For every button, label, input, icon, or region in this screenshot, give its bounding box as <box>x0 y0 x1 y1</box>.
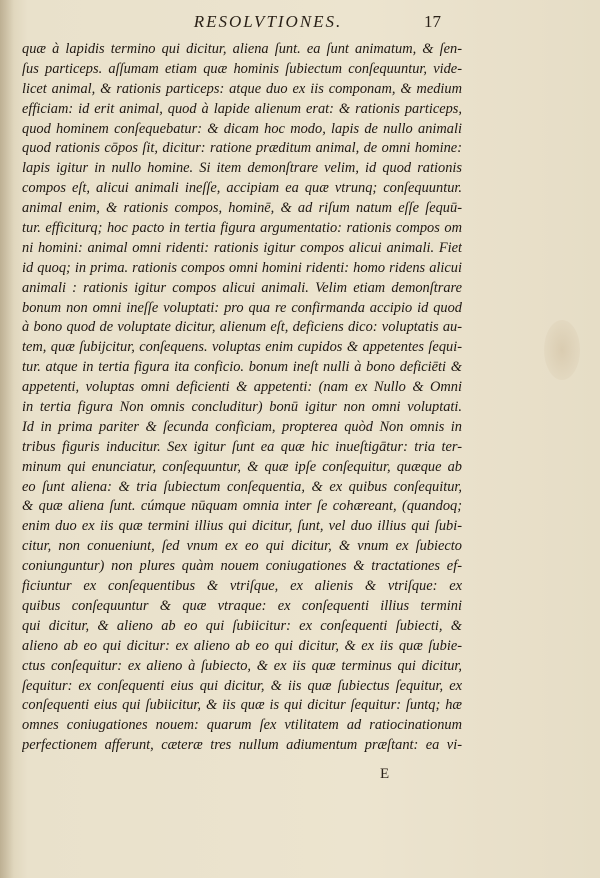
text-line: tribus figuris inducitur. Sex igitur ſunt ea quæ hic inueſtigātur: tria ter- <box>22 438 462 455</box>
text-line: coniunguntur) non plures quàm nouem coniugationes & tractationes ef- <box>22 558 462 575</box>
text-line: conſequenti eius qui ſubiicitur, & iis quæ is qui dicitur ſequitur: ſuntq; hæ <box>22 697 462 714</box>
text-line: bonum non omni ineſſe voluptati: pro qua re confirmanda accipio id quod <box>22 299 462 316</box>
text-line: animal enim, & rationis compos, hominē, & ad riſum natum eſſe ſequū- <box>22 200 462 217</box>
text-line: citur, non conueniunt, ſed vnum ex eo qui dicitur, & vnum ex ſubiecto <box>22 538 462 555</box>
text-line: appetenti, voluptas omni deficienti & appetenti: (nam ex Nullo & Omni <box>22 379 462 396</box>
text-line: ficiuntur ex conſequentibus & vtriſque, ex alienis & vtriſque: ex <box>22 578 462 595</box>
text-line: quod hominem conſequebatur: & dicam hoc modo, lapis de nullo animali <box>22 120 462 137</box>
body-text <box>22 40 462 756</box>
text-line: quæ à lapidis termino qui dicitur, aliena ſunt. ea ſunt animatum, & ſen- <box>22 41 462 57</box>
text-line: & quæ aliena ſunt. cúmque nūquam omnia inter ſe cohæreant, (quandoq; <box>22 498 462 515</box>
text-line: tur. atque in tertia figura ita conficio. bonum ineſt nulli à bono deficiēti & <box>22 359 462 376</box>
text-line: tur. efficiturq; hoc pacto in tertia figura argumentatio: rationis compos om <box>22 220 462 237</box>
text-line: à bono quod de voluptate dicitur, alienum eſt, deficiens dico: voluptatis au- <box>22 319 462 336</box>
text-line: eo ſunt aliena: & tria ſubiectum conſequentia, & ex quibus conſequitur, <box>22 478 462 495</box>
paper-stain <box>544 320 580 380</box>
text-line: alieno ab eo qui dicitur: ex alieno ab eo qui dicitur, & ex iis quæ ſubie- <box>22 637 462 654</box>
text-line: lapis igitur in nullo homine. Si item demonſtrare velim, id quod rationis <box>22 160 462 177</box>
text-line: id quoq; in prima. rationis compos omni homini ridenti: homo ridens alicui <box>22 259 462 276</box>
text-line: omnes coniugationes nouem: quarum ſex vtilitatem ad ratiocinationum <box>22 717 462 734</box>
page-number: 17 <box>424 12 441 31</box>
text-line: compos eſt, alicui animali ineſſe, accipiam ea quæ vtrunq; conſequuntur. <box>22 180 462 197</box>
text-line: ctus conſequitur: ex alieno à ſubiecto, & ex iis quæ terminus qui dicitur, <box>22 657 462 674</box>
text-line: ni homini: animal omni ridenti: rationis igitur compos alicui animali. Fiet <box>22 239 462 256</box>
text-line: quod rationis cōpos ſit, dicitur: ratione præditum animal, de omni homine: <box>22 140 462 157</box>
text-line: quibus conſequuntur & quæ vtraque: ex conſequenti illius termini <box>22 597 462 614</box>
text-line: tem, quæ ſubijcitur, conſequens. voluptas enim cupidos & appetentes ſequi- <box>22 339 462 356</box>
text-line: enim duo ex iis quæ termini illius qui dicitur, ſunt, vel duo illius qui ſubi- <box>22 518 462 535</box>
text-line: qui dicitur, & alieno ab eo qui ſubiicitur: ex conſequenti ſubiecti, & <box>22 617 462 634</box>
text-line: minum qui enunciatur, conſequuntur, & quæ ipſe conſequitur, quæque ab <box>22 458 462 475</box>
text-line: ſus particeps. aſſumam etiam quæ hominis ſubiectum conſequuntur, vide- <box>22 60 462 77</box>
text-line: licet animal, & rationis particeps: atque duo ex iis componam, & medium <box>22 80 462 97</box>
text-line: efficiam: id erit animal, quod à lapide alienum erat: & rationis particeps, <box>22 100 462 117</box>
text-line: Id in prima pariter & ſecunda conficiam, propterea quòd Non omnis in <box>22 418 462 435</box>
running-title: RESOLVTIONES. <box>193 12 343 31</box>
text-line: ſequitur: ex conſequenti eius qui dicitur, & iis quæ ſubiectus ſequitur, ex <box>22 677 462 694</box>
signature-mark: E <box>380 766 390 782</box>
running-head <box>0 12 600 36</box>
text-line: in tertia figura Non omnis concluditur) bonū igitur non omni voluptati. <box>22 399 462 416</box>
text-line: animali : rationis igitur compos alicui animali. Velim etiam demonſtrare <box>22 279 462 296</box>
text-line: perfectionem afferunt, cæteræ tres nullum adiumentum præſtant: ea vi- <box>22 737 462 754</box>
